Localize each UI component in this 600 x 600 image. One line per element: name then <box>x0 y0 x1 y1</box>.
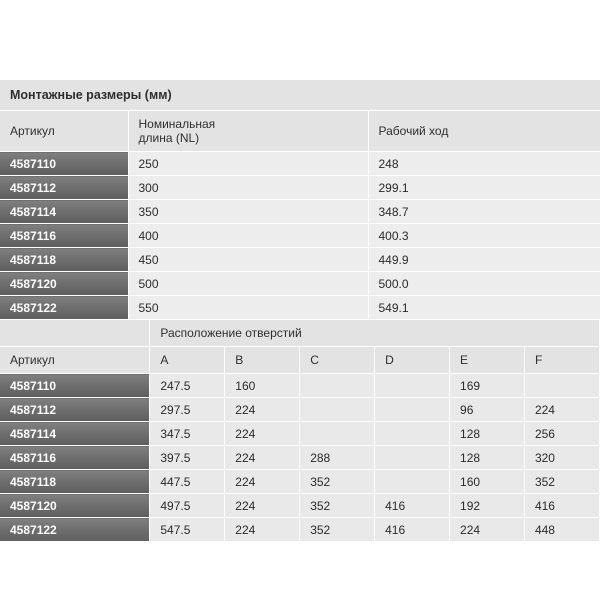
header-hole-positions: Расположение отверстий <box>150 320 600 347</box>
table-row <box>0 200 600 224</box>
mounting-dimensions-table <box>0 80 600 320</box>
table-row <box>0 272 600 296</box>
cell-f: 448 <box>524 518 599 542</box>
cell-article: 4587116 <box>0 224 128 248</box>
table2-group-header-row <box>0 320 600 347</box>
cell-d <box>375 470 450 494</box>
cell-article: 4587114 <box>0 422 150 446</box>
cell-a: 547.5 <box>150 518 225 542</box>
cell-nominal-length: 400 <box>128 224 368 248</box>
hole-positions-table <box>0 320 600 542</box>
table-row <box>0 470 600 494</box>
cell-e: 224 <box>450 518 525 542</box>
header-c: C <box>300 347 375 374</box>
cell-article: 4587110 <box>0 374 150 398</box>
header-nominal-length <box>128 111 368 152</box>
cell-working-stroke: 400.3 <box>368 224 600 248</box>
table-row <box>0 296 600 320</box>
table-row <box>0 224 600 248</box>
cell-d: 416 <box>375 494 450 518</box>
cell-article: 4587110 <box>0 152 128 176</box>
cell-article: 4587122 <box>0 296 128 320</box>
tables-container <box>0 80 600 542</box>
cell-f: 224 <box>524 398 599 422</box>
cell-a: 347.5 <box>150 422 225 446</box>
table-row <box>0 446 600 470</box>
section-title: Монтажные размеры (мм) <box>0 80 600 111</box>
cell-f: 352 <box>524 470 599 494</box>
cell-working-stroke: 248 <box>368 152 600 176</box>
cell-c: 352 <box>300 494 375 518</box>
table-row <box>0 422 600 446</box>
cell-b: 224 <box>225 446 300 470</box>
cell-f: 256 <box>524 422 599 446</box>
cell-article: 4587118 <box>0 470 150 494</box>
cell-c: 352 <box>300 470 375 494</box>
cell-c <box>300 398 375 422</box>
table-row <box>0 374 600 398</box>
header-e: E <box>450 347 525 374</box>
cell-d <box>375 446 450 470</box>
cell-article: 4587122 <box>0 518 150 542</box>
cell-d <box>375 374 450 398</box>
header-nominal-length-line1: Номинальная <box>138 117 216 131</box>
header-working-stroke: Рабочий ход <box>368 111 600 152</box>
cell-e: 192 <box>450 494 525 518</box>
cell-e: 169 <box>450 374 525 398</box>
cell-working-stroke: 348.7 <box>368 200 600 224</box>
header-nominal-length-line2: длина (NL) <box>138 131 200 145</box>
cell-c <box>300 422 375 446</box>
cell-nominal-length: 350 <box>128 200 368 224</box>
cell-c: 352 <box>300 518 375 542</box>
table-row <box>0 152 600 176</box>
header-d: D <box>375 347 450 374</box>
table-row <box>0 248 600 272</box>
cell-article: 4587112 <box>0 176 128 200</box>
cell-article: 4587118 <box>0 248 128 272</box>
cell-article: 4587112 <box>0 398 150 422</box>
table2-header-row <box>0 347 600 374</box>
cell-e: 160 <box>450 470 525 494</box>
cell-b: 224 <box>225 494 300 518</box>
cell-nominal-length: 550 <box>128 296 368 320</box>
cell-article: 4587120 <box>0 494 150 518</box>
cell-b: 224 <box>225 470 300 494</box>
cell-working-stroke: 299.1 <box>368 176 600 200</box>
cell-working-stroke: 449.9 <box>368 248 600 272</box>
cell-b: 224 <box>225 422 300 446</box>
cell-a: 397.5 <box>150 446 225 470</box>
cell-e: 128 <box>450 446 525 470</box>
cell-b: 224 <box>225 398 300 422</box>
table-row <box>0 398 600 422</box>
table-row <box>0 176 600 200</box>
cell-nominal-length: 250 <box>128 152 368 176</box>
cell-a: 497.5 <box>150 494 225 518</box>
cell-c: 288 <box>300 446 375 470</box>
cell-article: 4587114 <box>0 200 128 224</box>
cell-nominal-length: 500 <box>128 272 368 296</box>
cell-d <box>375 422 450 446</box>
cell-f: 416 <box>524 494 599 518</box>
header-f: F <box>524 347 599 374</box>
table1-header-row <box>0 111 600 152</box>
cell-a: 297.5 <box>150 398 225 422</box>
table-row <box>0 494 600 518</box>
cell-working-stroke: 549.1 <box>368 296 600 320</box>
cell-e: 96 <box>450 398 525 422</box>
header-b: B <box>225 347 300 374</box>
table-row <box>0 518 600 542</box>
cell-article: 4587120 <box>0 272 128 296</box>
cell-c <box>300 374 375 398</box>
header-a: A <box>150 347 225 374</box>
cell-b: 160 <box>225 374 300 398</box>
section-title-row <box>0 80 600 111</box>
cell-working-stroke: 500.0 <box>368 272 600 296</box>
cell-d <box>375 398 450 422</box>
cell-a: 247.5 <box>150 374 225 398</box>
cell-f: 320 <box>524 446 599 470</box>
cell-nominal-length: 300 <box>128 176 368 200</box>
header-article: Артикул <box>0 111 128 152</box>
cell-e: 128 <box>450 422 525 446</box>
table2-corner-cell <box>0 320 150 347</box>
header-article: Артикул <box>0 347 150 374</box>
cell-d: 416 <box>375 518 450 542</box>
cell-f <box>524 374 599 398</box>
cell-a: 447.5 <box>150 470 225 494</box>
cell-nominal-length: 450 <box>128 248 368 272</box>
cell-article: 4587116 <box>0 446 150 470</box>
cell-b: 224 <box>225 518 300 542</box>
